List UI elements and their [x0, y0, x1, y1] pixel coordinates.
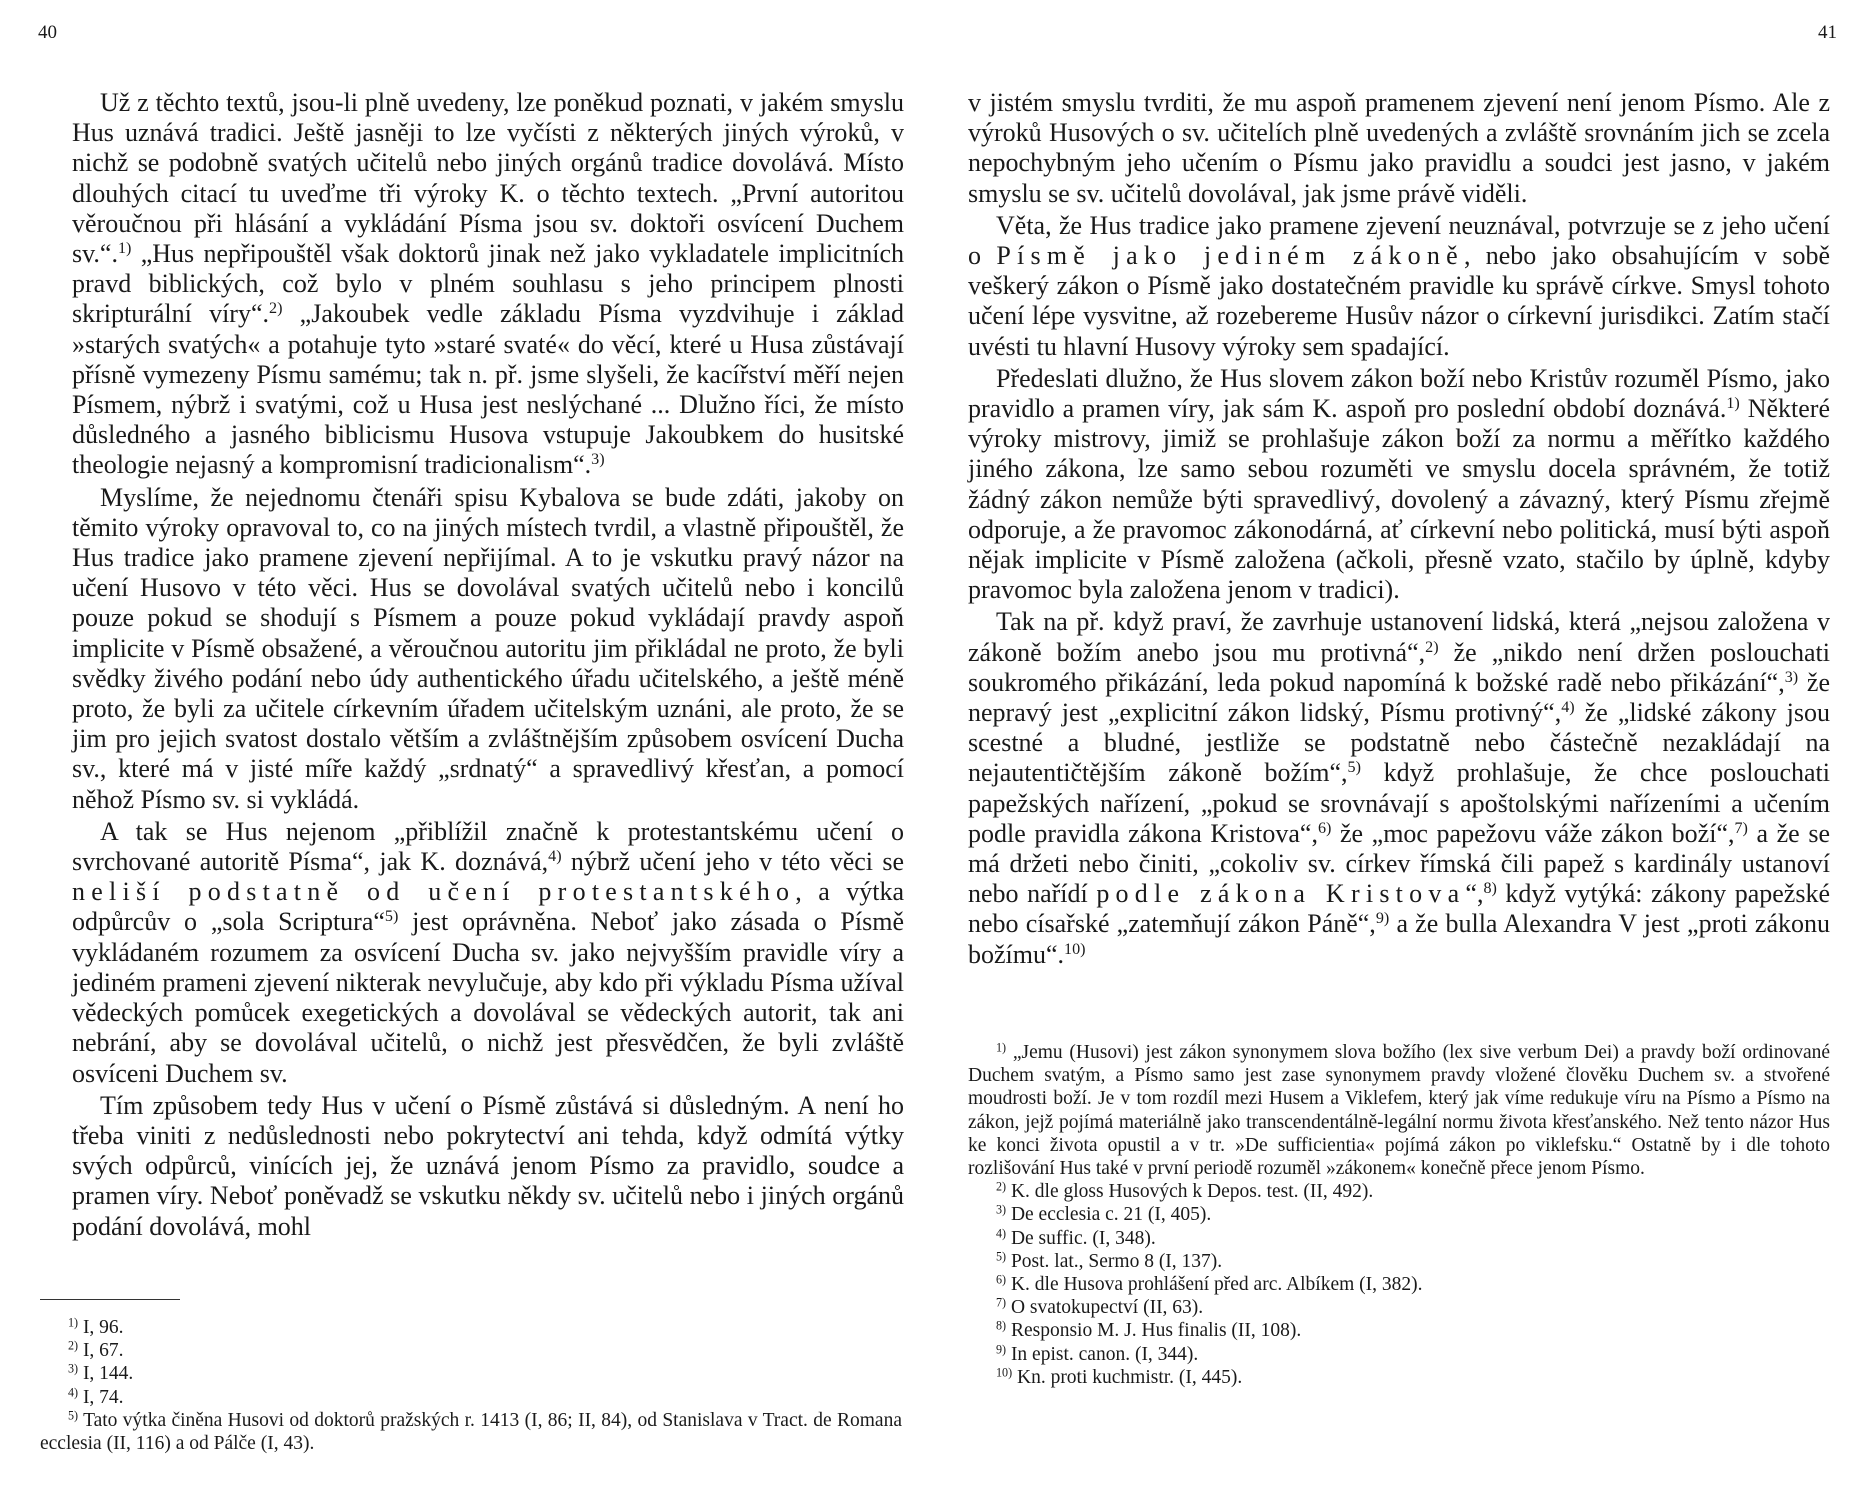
text-run: jest oprávněna. Neboť jako zásada o Písmě vykládaném rozumem za osvícení Ducha sv. jako nejvyšším pravidle víry a jediném prameni zjevení nikterak nevylučuje, aby kdo při výkladu Písma užíval vědeckých pomůcek exegetických a dovolával se vědeckých autorit, tak ani nebrání, aby se dovolával učitelů, o nichž jest přesvědčen, že byli zvláště osvíceni Duchem sv. [72, 907, 904, 1088]
footnote-marker: 1) [117, 240, 132, 258]
footnote-number: 3) [68, 1361, 79, 1376]
footnote-number: 5) [996, 1249, 1007, 1264]
spaced-emphasis: Písmě jako jediném zákoně [996, 241, 1464, 271]
paragraph [72, 817, 904, 1089]
footnote [40, 1362, 902, 1385]
footnote-text: „Jemu (Husovi) jest zákon synonymem slova božího (lex sive verbum Dei) a pravdy boží ordinované Duchem svatým, a Písmo samo jest zase synonymem pravdy vložené člověku Duchem sv. a stvořené moudrosti boží. Je v tom rozdíl mezi Husem a Viklefem, který jak víme redukuje víru na Písmo a Písmo na zákon, jejž pojímá materiálně jako transcendentálně-legální normu života křesťanského. Než tento názor Hus ke konci života opustil a v tr. »De sufficientia« pojímá zákon po viklefsku.“ Ostatně by i dle tohoto rozlišování Hus také v první periodě rozuměl »zákonem« konečně přece jenom Písmo. [968, 1042, 1831, 1180]
text-run: , a výtka odpůrcův o „sola Scriptura“ [72, 877, 904, 937]
footnote-text: I, 67. [82, 1340, 124, 1362]
footnote-marker: 9) [1375, 910, 1390, 928]
footnote-marker: 1) [1726, 395, 1740, 413]
footnote [968, 1203, 1830, 1226]
paragraph [968, 364, 1830, 606]
text-run: že nepravý jest „explicitní zákon lidský, Písmu protivný“, [968, 667, 1830, 728]
text-run: v jistém smyslu tvrditi, že mu aspoň pramenem zjevení není jenom Písmo. Ale z výroků Husových o sv. učitelích plně uvedených a zvláště srovnáním jich se zcela nepochybným jeho učením o Písmu jako pravidlu a soudci jest jasno, v jakém smyslu se sv. učitelů dovolával, jak jsme právě viděli. [968, 88, 1830, 208]
footnote-marker: 6) [1317, 820, 1332, 838]
paragraph [72, 483, 904, 815]
text-run: Tak na př. když praví, že zavrhuje ustanovení lidská, která „nejsou založena v zákoně božím anebo jsou mu protivná“, [968, 607, 1830, 667]
footnote-number: 4) [996, 1225, 1007, 1240]
footnote-text: De ecclesia c. 21 (I, 405). [1010, 1204, 1212, 1226]
paragraph [968, 607, 1830, 969]
footnote-text: Responsio M. J. Hus finalis (II, 108). [1010, 1320, 1302, 1342]
footnote-text: De suffic. (I, 348). [1010, 1227, 1156, 1249]
footnote-marker: 3) [591, 451, 605, 469]
text-run: „Hus nepřipouštěl však doktorů jinak než jako vykladatele implicitních pravd biblických, což bylo v plném souhlasu s jeho principem plnosti skripturální víry“. [72, 239, 904, 329]
footnote [968, 1180, 1830, 1203]
footnote [968, 1041, 1830, 1180]
footnote [968, 1343, 1830, 1366]
footnote [40, 1339, 902, 1362]
footnote [40, 1409, 902, 1455]
footnote-text: Tato výtka činěna Husovi od doktorů pražských r. 1413 (I, 86; II, 84), od Stanislava v Tract. de Romana ecclesia (II, 116) a od Pálče (I, 43). [40, 1409, 902, 1455]
text-run: Už z těchto textů, jsou-li plně uvedeny, lze poněkud poznati, v jakém smyslu Hus uznává tradici. Ještě jasněji to lze vyčísti z některých jiných výroků, v nichž se podobně svatých učitelů nebo jiných orgánů tradice dovolává. Místo dlouhých citací tu uveďme tři výroky K. o těchto textech. „První autoritou věroučnou při hlásání a vykládání Písma jsou sv. doktoři osvícení Duchem sv.“. [72, 88, 904, 269]
text-run: Některé výroky mistrovy, jimiž se prohlašuje zákon boží za normu a měřítko každého jiného zákona, lze samo sebou rozuměti ve smyslu docela správném, že totiž žádný zákon nemůže býti spravedlivý, dovolený a závazný, který Písmu zřejmě odporuje, a že pravomoc zákonodárná, ať církevní nebo politická, musí býti aspoň nějak implicite v Písmě založena (ačkoli, přesně vzato, stačilo by úplně, kdyby pravomoc byla založena jenom v tradici). [968, 394, 1831, 605]
text-run: Předeslati dlužno, že Hus slovem zákon boží nebo Kristův rozuměl Písmo, jako pravidlo a pramen víry, jak sám K. aspoň pro poslední období doznává. [968, 363, 1830, 424]
footnote-text: I, 144. [82, 1363, 134, 1385]
footnote-marker: 5) [1347, 759, 1361, 777]
left-page-body [72, 88, 904, 1242]
paragraph [72, 1091, 904, 1242]
footnote-marker: 2) [1425, 638, 1439, 656]
footnote [968, 1227, 1830, 1250]
spaced-emphasis: podle zákona Kristova [1096, 879, 1466, 909]
footnote-marker: 10) [1064, 940, 1086, 958]
footnote-marker: 4) [1561, 699, 1575, 717]
footnote [968, 1366, 1830, 1389]
footnote-marker: 8) [1483, 880, 1497, 898]
footnote-number: 2) [996, 1179, 1007, 1194]
footnote-text: I, 96. [82, 1317, 124, 1338]
text-run: A tak se Hus nejenom „přiblížil značně k protestantskému učení o svrchované autoritě Písma“, jak K. doznává, [72, 816, 904, 877]
footnote-marker: 5) [384, 908, 399, 926]
footnote [968, 1250, 1830, 1273]
footnote-text: Kn. proti kuchmistr. (I, 445). [1016, 1366, 1243, 1388]
footnote-text: O svatokupectví (II, 63). [1010, 1297, 1204, 1319]
left-footnotes [40, 1316, 902, 1455]
footnote-number: 2) [68, 1338, 79, 1353]
footnote-number: 1) [996, 1040, 1007, 1055]
footnote-text: I, 74. [82, 1386, 124, 1408]
text-run: když vytýká: zákony papežské nebo císařské „zatemňují zákon Páně“, [968, 879, 1831, 939]
text-run: že „moc papežovu váže zákon boží“, [1331, 818, 1735, 848]
footnote [40, 1316, 902, 1339]
footnote-marker: 2) [269, 300, 283, 318]
text-run: že „nikdo není držen poslouchati soukromého přikázání, leda pokud napomíná k božské radě nebo přikázání“, [968, 637, 1830, 697]
footnote [968, 1319, 1830, 1342]
footnote-number: 5) [68, 1408, 79, 1423]
page-number-left: 40 [38, 22, 57, 43]
text-run: Věta, že Hus tradice jako pramene zjevení neuznával, potvrzuje se z jeho učení o [968, 210, 1830, 271]
text-run: že „lidské zákony jsou scestné a bludné, jestliže se podstatně nebo částečně nezakládají na nejautentičtějším zákoně božím“, [968, 698, 1830, 788]
text-run: Tím způsobem tedy Hus v učení o Písmě zůstává si důsledným. A není ho třeba viniti z nedůslednosti nebo pokrytectví ani tehda, když odmítá výtky svých odpůrců, vinících jej, že uznává jenom Písmo za pravidlo, soudce a pramen víry. Neboť poněvadž se vskutku někdy sv. učitelů nebo i jiných orgánů podání dovolává, mohl [72, 1090, 904, 1241]
text-run: , nebo jako obsahujícím v sobě veškerý zákon o Písmě jako dostatečném pravidle ku správě církve. Smysl tohoto učení lépe vysvitne, až rozebereme Husův názor o církevní jurisdikci. Zatím stačí uvésti tu hlavní Husovy výroky sem spadající. [968, 241, 1831, 361]
footnote-number: 10) [996, 1365, 1013, 1380]
footnote [968, 1273, 1830, 1296]
footnote-text: In epist. canon. (I, 344). [1010, 1343, 1199, 1365]
footnote-marker: 4) [548, 848, 562, 866]
right-page-body [968, 88, 1830, 970]
footnote-marker: 3) [1784, 669, 1799, 686]
footnote-number: 6) [996, 1272, 1007, 1287]
page-number-right: 41 [1818, 22, 1837, 43]
footnote-number: 9) [996, 1342, 1007, 1356]
right-footnotes [968, 1041, 1830, 1389]
text-run: a že bulla Alexandra V jest „proti zákonu božímu“. [968, 909, 1830, 969]
footnote-number: 3) [996, 1202, 1007, 1217]
footnote-text: K. dle gloss Husových k Depos. test. (II, 492). [1010, 1181, 1374, 1203]
text-run: a že se má držeti nebo činiti, „cokoliv sv. církev římská čili papež s kardinály ustanoví nebo nařídí [968, 818, 1830, 909]
footnote-divider [40, 1299, 180, 1300]
text-run: když prohlašuje, že chce poslouchati papežských nařízení, „pokud se srovnávají s apoštolskými nařízeními a učením podle pravidla zákona Kristova“, [968, 758, 1830, 848]
footnote-number: 7) [996, 1295, 1007, 1310]
paragraph [968, 211, 1830, 362]
footnote [40, 1386, 902, 1409]
footnote [968, 1296, 1830, 1319]
footnote-number: 8) [996, 1318, 1007, 1333]
paragraph [72, 88, 904, 481]
footnote-text: Post. lat., Sermo 8 (I, 137). [1010, 1250, 1223, 1272]
footnote-marker: 7) [1734, 820, 1748, 838]
footnote-number: 1) [68, 1315, 79, 1330]
spaced-emphasis: neliší podstatně od učení protestantského [72, 877, 796, 907]
footnote-number: 4) [68, 1384, 79, 1399]
text-run: Myslíme, že nejednomu čtenáři spisu Kybalova se bude zdáti, jakoby on těmito výroky opravoval to, co na jiných místech tvrdil, a vlastně připouštěl, že Hus tradice jako pramene zjevení nepřijímal. A to je vskutku pravý názor na učení Husovo v této věci. Hus se dovolával svatých učitelů nebo i koncilů pouze pokud se shodují s Písmem a pouze pokud vykládají pravdy aspoň implicite v Písmě obsažené, a věroučnou autoritu jim přikládal ne proto, že byli svědky živého podání nebo údy authentického úřadu učitelského, a ještě méně proto, že byli za učitele církevním úřadem učitelským uznáni, ale proto, že se jim pro jejich svatost dostalo větším a zvláštnějším způsobem osvícení Ducha sv., které má v jisté míře každý „srdnatý“ a spravedlivý křesťan, a pomocí něhož Písmo sv. si vykládá. [72, 482, 904, 814]
paragraph [968, 88, 1830, 209]
text-run: „Jakoubek vedle základu Písma vyzdvihuje i základ »starých svatých« a potahuje tyto »staré svaté« do věcí, které u Husa zůstávají přísně vymezeny Písmu samému; tak n. př. jsme slyšeli, že kacířství měří nejen Písmem, nýbrž i svatými, což u Husa jest neslýchané ... Dlužno říci, že místo důsledného a jasného biblicismu Husova vstupuje Jakoubkem do husitské theologie nejasný a kompromisní tradicionalism“. [72, 299, 905, 480]
text-run: “, [1465, 879, 1484, 909]
footnote-text: K. dle Husova prohlášení před arc. Albíkem (I, 382). [1010, 1274, 1423, 1296]
text-run: nýbrž učení jeho v této věci se [561, 847, 904, 877]
